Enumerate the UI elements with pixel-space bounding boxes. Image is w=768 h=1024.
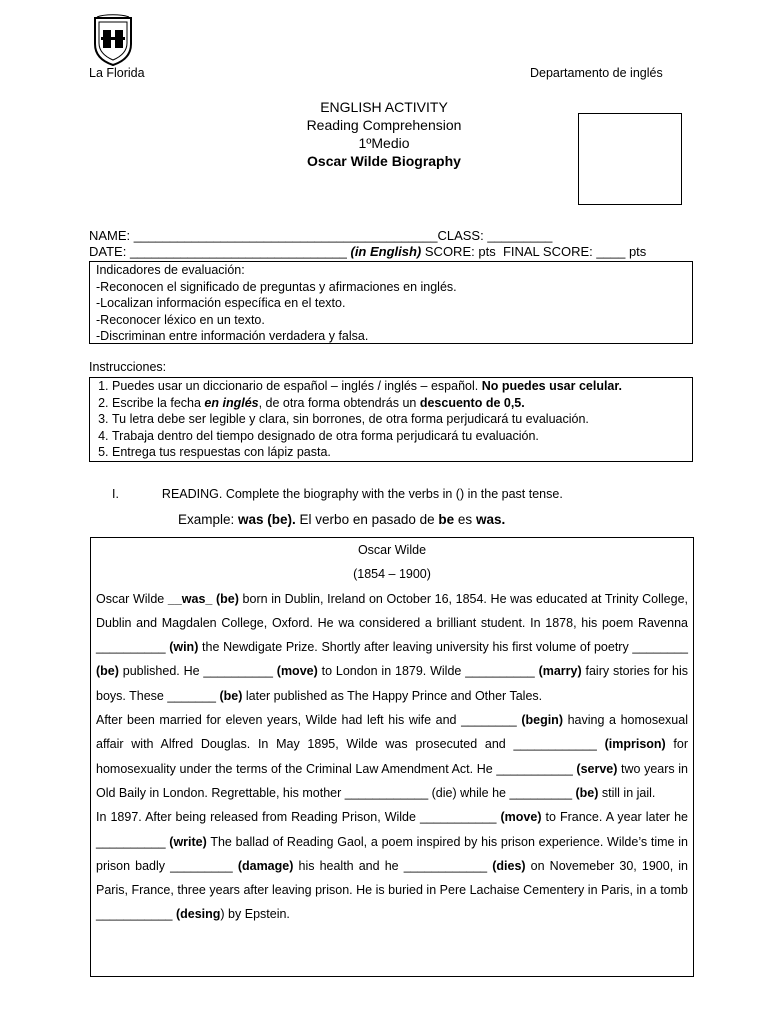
biography-title: Oscar Wilde	[357, 543, 427, 557]
final-score-label: FINAL SCORE:	[502, 244, 593, 259]
in-english-note: (in English)	[350, 244, 422, 259]
final-score-blank[interactable]: ____	[596, 244, 626, 259]
header-department: Departamento de inglés	[530, 66, 663, 80]
instruction-item-2: 2. Escribe la fecha en inglés, de otra forma obtendrás un descuento de 0,5.	[112, 395, 684, 412]
date-label: DATE:	[89, 244, 127, 259]
indicator-item: -Reconocer léxico en un texto.	[96, 312, 265, 327]
title-line-1: ENGLISH ACTIVITY	[320, 99, 448, 115]
reading-instruction: READING. Complete the biography with the verbs in () in the past tense.	[161, 487, 563, 501]
instructions-box	[89, 377, 693, 462]
instruction-item-1: 1. Puedes usar un diccionario de español – inglés / inglés – español. No puedes usar celular.	[112, 378, 684, 395]
biography-paragraph-2[interactable]: After been married for eleven years, Wilde had left his wife and ________ (begin) having a homosexual affair with Alfred Douglas. In May 1895, Wilde was prosecuted and ____________ (imprison) for homosexuality under the terms of the Criminal Law Amendment Act. He ___________ (serve) two years in Old Baily in London. Regrettable, his mother ____________ (die) while he _________ (be) still in jail.	[96, 713, 689, 800]
class-blank[interactable]: _________	[487, 228, 553, 243]
example-line: Example: was (be). El verbo en pasado de be es was.	[178, 512, 506, 527]
biography-dates: (1854 – 1900)	[353, 567, 431, 582]
biography-text-box	[90, 537, 694, 977]
name-label: NAME:	[89, 228, 131, 243]
name-row	[89, 228, 552, 243]
score-label: SCORE:	[424, 244, 475, 259]
indicator-item: -Localizan información específica en el texto.	[96, 296, 346, 310]
indicator-item: -Discriminan entre información verdadera y falsa.	[96, 329, 369, 343]
instruction-item-3: 3. Tu letra debe ser legible y clara, sin borrones, de otra forma perjudicará tu evaluación.	[112, 411, 684, 428]
name-blank[interactable]: __________________________________________	[133, 228, 438, 243]
indicator-item: -Reconocen el significado de preguntas y afirmaciones en inglés.	[96, 279, 457, 294]
header-location: La Florida	[89, 66, 145, 80]
instructions-heading: Instrucciones:	[89, 360, 167, 374]
indicators-heading: Indicadores de evaluación:	[96, 263, 245, 277]
title-line-2: Reading Comprehension	[306, 117, 462, 133]
title-line-3: 1ºMedio	[358, 135, 410, 151]
date-blank[interactable]: ______________________________	[129, 244, 347, 259]
section-numeral: I.	[112, 487, 119, 501]
grade-box[interactable]	[578, 113, 682, 205]
biography-paragraph-3[interactable]: In 1897. After being released from Reading Prison, Wilde ___________ (move) to France. A year later he __________ (write) The ballad of Reading Gaol, a poem inspired by his prison experience. Wilde’s time in prison badly _________ (damage) his health and he ____________ (dies) on Novemeber 30, 1900, in Paris, France, three years after leaving prison. He is buried in Pere Lachaise Cementery in Paris, in a tomb ___________ (desing) by Epstein.	[96, 810, 688, 922]
reading-section-title	[112, 487, 563, 501]
indicators-box	[89, 261, 693, 344]
date-row	[89, 244, 646, 259]
score-unit: pts	[478, 244, 496, 259]
instruction-item-4: 4. Trabaja dentro del tiempo designado de otra forma perjudicará tu evaluación.	[112, 428, 684, 445]
title-line-4: Oscar Wilde Biography	[307, 153, 461, 169]
biography-paragraph-1[interactable]: Oscar Wilde __was_ (be) born in Dublin, Ireland on October 16, 1854. He was educated at Trinity College, Dublin and Magdalen College, Oxford. He wa considered a brilliant student. In 1878, his poem Ravenna __________ (win) the Newdigate Prize. Shortly after leaving university his first volume of poetry ________ (be) published. He __________ (move) to London in 1879. Wilde __________ (marry) fairy stories for his boys. These _______ (be) later published as The Happy Prince and Other Tales.	[96, 591, 689, 703]
class-label: CLASS:	[437, 228, 484, 243]
crest-icon	[92, 14, 134, 66]
final-score-unit: pts	[628, 244, 647, 259]
instruction-item-5: 5. Entrega tus respuestas con lápiz pasta.	[112, 444, 684, 461]
